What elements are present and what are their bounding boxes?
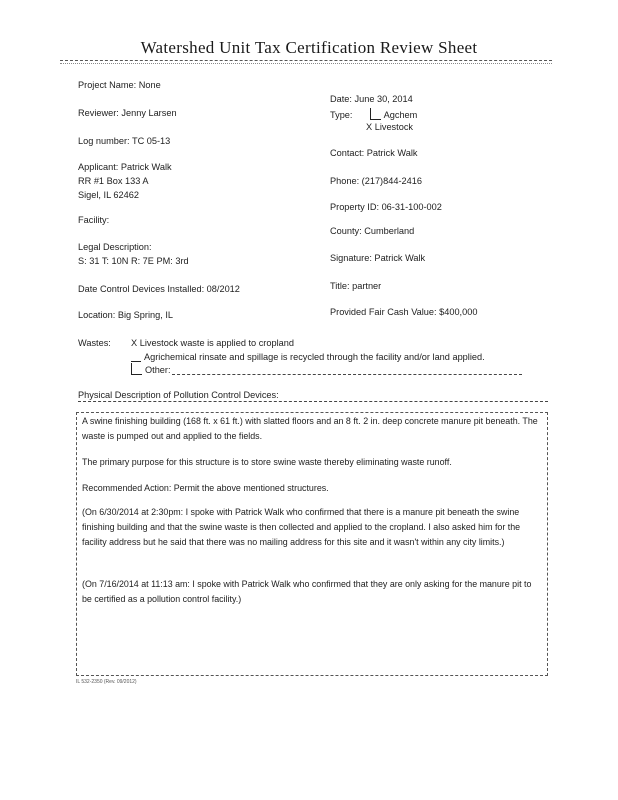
type-label: Type: (330, 110, 353, 120)
wastes-option-agrichemical (131, 350, 485, 362)
title-rule-secondary (60, 63, 552, 64)
phone: Phone: (217)844-2416 (330, 176, 422, 186)
project-name: Project Name: None (78, 80, 161, 90)
physical-heading: Physical Description of Pollution Control Devices: (78, 390, 279, 400)
wastes-option-other (131, 363, 171, 375)
property-id: Property ID: 06-31-100-002 (330, 202, 442, 212)
type-row (330, 108, 417, 120)
type-agchem: Agchem (383, 110, 418, 120)
wastes-other-text: Other: (145, 365, 171, 375)
wastes-livestock-text: Livestock waste is applied to cropland (139, 338, 294, 348)
legal-description-value: S: 31 T: 10N R: 7E PM: 3rd (78, 256, 189, 266)
physical-paragraph-5: (On 7/16/2014 at 11:13 am: I spoke with Patrick Walk who confirmed that they are only asking for the manure pit to be certified as a pollution control facility.) (82, 579, 532, 604)
applicant-address-line2: Sigel, IL 62462 (78, 190, 139, 200)
type-livestock: Livestock (374, 122, 414, 132)
wastes-label: Wastes: (78, 338, 111, 348)
contact: Contact: Patrick Walk (330, 148, 418, 158)
location: Location: Big Spring, IL (78, 310, 173, 320)
date: Date: June 30, 2014 (330, 94, 413, 104)
physical-paragraph-2: The primary purpose for this structure is to store swine waste thereby eliminating waste runoff. (82, 457, 452, 467)
physical-paragraph-1: A swine finishing building (168 ft. x 61 ft.) with slatted floors and an 8 ft. 2 in. deep concrete manure pit beneath. The waste is pumped out and applied to the fields. (82, 416, 538, 441)
title-field: Title: partner (330, 281, 382, 291)
wastes-option-livestock (131, 338, 294, 348)
checkbox-other[interactable] (131, 363, 142, 375)
form-footer: IL 532-2350 (Rev. 09/2012) (76, 679, 137, 685)
physical-paragraph-4: (On 6/30/2014 at 2:30pm: I spoke with Patrick Walk who confirmed that there is a manure pit beneath the swine finishing building and that the swine waste is then collected and applied to the cropland. I also asked him for the facility address but he said that there was no mailing address for this site and it wasn't within any city limits.) (82, 507, 521, 547)
other-underline (172, 374, 522, 375)
type-livestock-row (366, 122, 413, 132)
date-installed: Date Control Devices Installed: 08/2012 (78, 284, 240, 294)
checkbox-agrichemical[interactable] (131, 350, 141, 362)
page-title: Watershed Unit Tax Certification Review Sheet (140, 38, 478, 57)
title-rule (60, 60, 552, 61)
reviewer: Reviewer: Jenny Larsen (78, 108, 177, 118)
county: County: Cumberland (330, 226, 415, 236)
checkbox-agchem[interactable] (370, 108, 381, 120)
facility: Facility: (78, 215, 110, 225)
log-number: Log number: TC 05-13 (78, 136, 171, 146)
applicant: Applicant: Patrick Walk (78, 162, 172, 172)
wastes-livestock-mark[interactable]: X (131, 338, 138, 348)
fair-cash-value: Provided Fair Cash Value: $400,000 (330, 307, 478, 317)
wastes-agrichemical-text: Agrichemical rinsate and spillage is recycled through the facility and/or land applied. (144, 352, 485, 362)
physical-paragraph-3: Recommended Action: Permit the above mentioned structures. (82, 483, 329, 493)
checkbox-livestock-mark[interactable]: X (366, 122, 373, 132)
applicant-address-line1: RR #1 Box 133 A (78, 176, 149, 186)
signature: Signature: Patrick Walk (330, 253, 426, 263)
physical-heading-underline (78, 401, 548, 402)
legal-description-label: Legal Description: (78, 242, 152, 252)
